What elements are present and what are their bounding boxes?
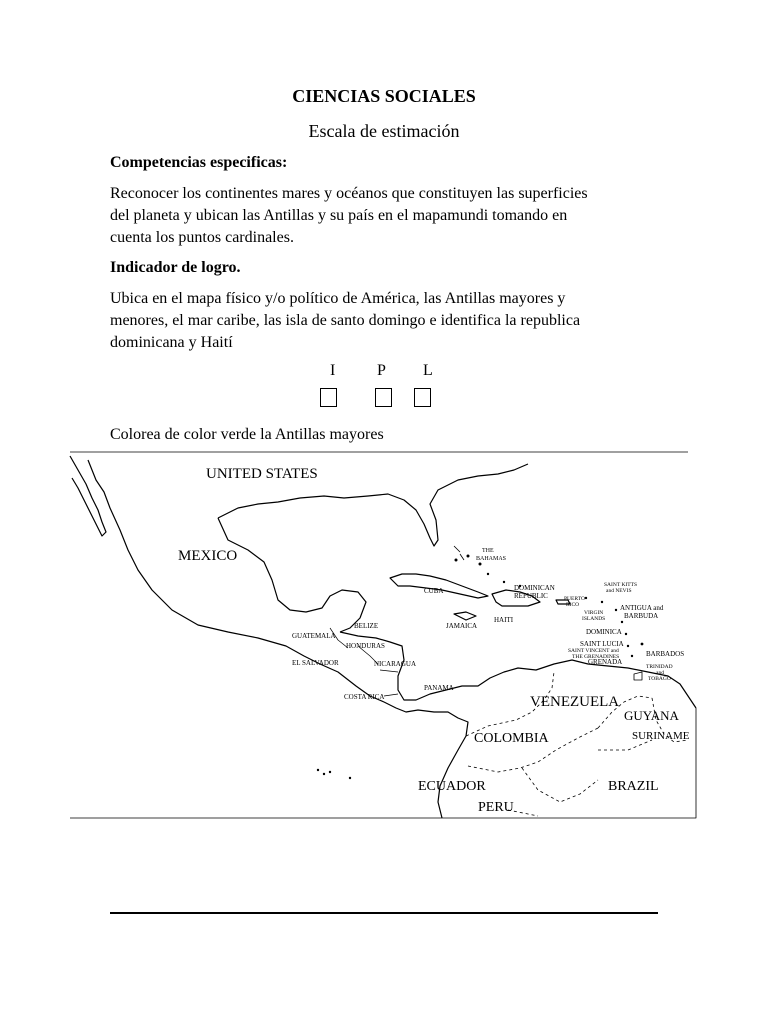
map-label-tobago: TOBAGO [648,676,671,682]
map-central-america-caribbean [68,450,698,820]
mexico-gulf-coast [218,518,366,632]
indicador-line: menores, el mar caribe, las isla de santo domingo e identifica la republica [110,312,581,329]
checkbox-p[interactable] [375,388,392,407]
competencias-line: Reconocer los continentes mares y océanos que constituyen las superficies [110,185,588,202]
map-label-nicaragua: NICARAGUA [374,660,416,668]
page-subtitle: Escala de estimación [308,121,460,141]
map-label-jamaica: JAMAICA [446,622,478,630]
map-label-rico: RICO [566,602,580,608]
map-label-islands: ISLANDS [582,616,606,622]
map-label-brazil: BRAZIL [608,779,659,794]
competencias-paragraph [110,183,650,249]
map-label-peru: PERU [478,800,514,815]
map-label-barbuda: BARBUDA [624,612,659,620]
scale-label-l: L [423,362,433,379]
map-label-guyana: GUYANA [624,708,679,723]
map-label-guatemala: GUATEMALA [292,632,336,640]
map-label-dominica: DOMINICA [586,628,622,636]
map-label-bahamas: BAHAMAS [476,556,507,562]
map-label-virgin: VIRGIN [584,610,604,616]
competencias-line: cuenta los puntos cardinales. [110,229,294,246]
map-label-venezuela: VENEZUELA [530,694,620,710]
map-label-el-salvador: EL SALVADOR [292,659,339,667]
page-title: CIENCIAS SOCIALES [292,86,476,106]
competencias-heading: Competencias especificas: [110,154,288,171]
map-label-saint-lucia: SAINT LUCIA [580,640,624,648]
map-label-united-states: UNITED STATES [206,466,318,482]
scale-label-i: I [330,362,336,379]
map-label-suriname: SURINAME [632,730,690,742]
map-label-and: and [656,670,664,676]
map-label-saint-kitts: SAINT KITTS [604,582,638,588]
evaluation-scale [318,362,448,412]
map-label-panama: PANAMA [424,684,454,692]
map-label-ecuador: ECUADOR [418,779,486,794]
competencias-line: del planeta y ubican las Antillas y su país en el mapamundi tomando en [110,207,568,224]
map-label-colombia: COLOMBIA [474,731,549,746]
map-label-dominican: DOMINICAN [514,584,555,592]
map-label-honduras: HONDURAS [346,642,385,650]
indicador-paragraph [110,288,650,354]
instruction-text: Colorea de color verde la Antillas mayores [110,426,384,443]
map-label-saint-vincent: SAINT VINCENT and [568,648,619,654]
baja-california-coast [70,456,106,536]
map-label-costa-rica: COSTA RICA [344,693,385,701]
map-label-grenada: GRENADA [588,658,623,666]
answer-line [110,912,658,914]
map-label-barbados: BARBADOS [646,650,685,658]
indicador-line: dominicana y Haití [110,334,233,351]
map-label-haiti: HAITI [494,616,514,624]
checkbox-l[interactable] [414,388,431,407]
map-label-belize: BELIZE [354,622,379,630]
jamaica-island [454,612,476,620]
indicador-line: Ubica en el mapa físico y/o político de América, las Antillas mayores y [110,290,566,307]
map-label-antigua: ANTIGUA and [620,604,664,612]
map-label-cuba: CUBA [424,587,444,595]
map-label-the: THE [482,548,494,554]
scale-label-p: P [377,362,386,379]
map-label-puerto: PUERTO [564,596,585,602]
map-label-republic: REPUBLIC [514,592,548,600]
map-label-mexico: MEXICO [178,548,238,564]
map-label-grenadines: THE GRENADINES [572,654,620,660]
indicador-heading: Indicador de logro. [110,259,241,276]
map-label-and-nevis: and NEVIS [606,588,632,594]
map-label-trinidad: TRINIDAD [646,664,673,670]
checkbox-i[interactable] [320,388,337,407]
pacific-coast [88,460,468,818]
